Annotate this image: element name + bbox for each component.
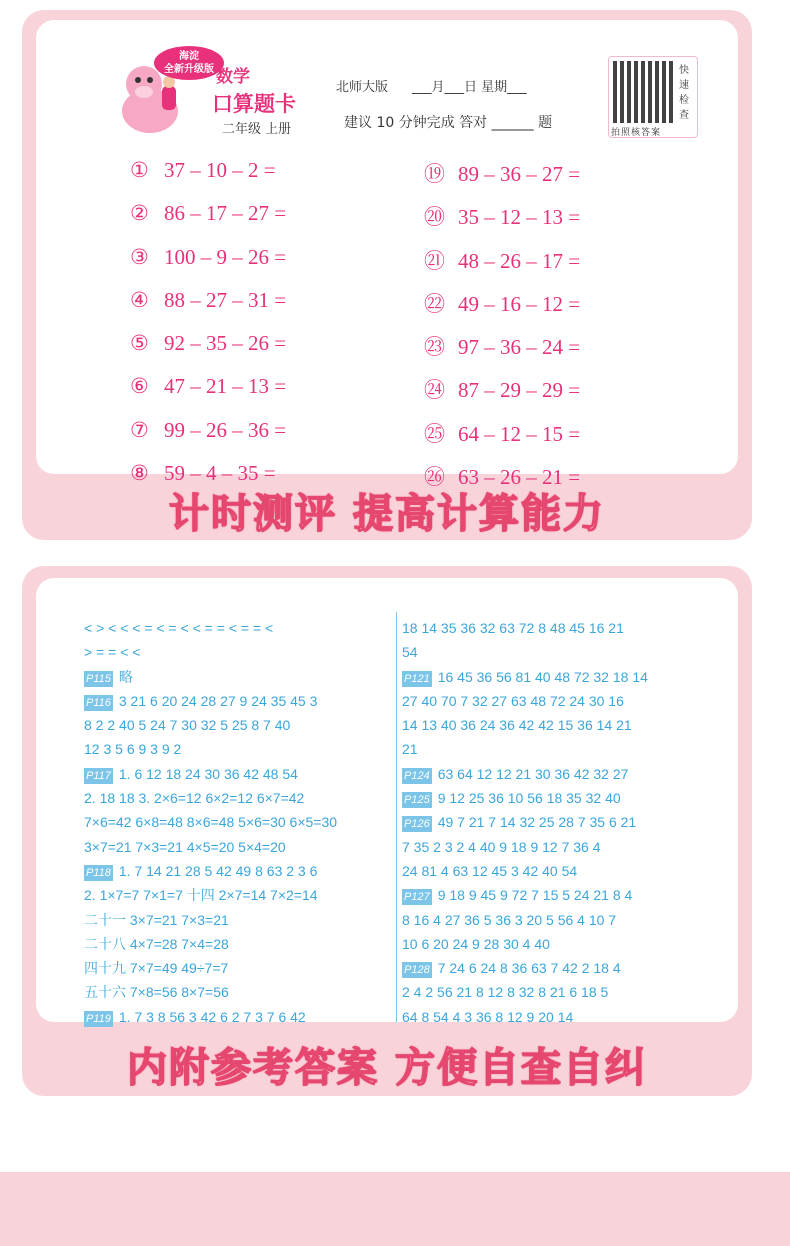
answer-line xyxy=(84,908,400,932)
answer-text: 9 18 9 45 9 72 7 15 5 24 21 8 4 xyxy=(437,887,633,904)
page-tag-icon: P119 xyxy=(86,1012,111,1025)
answer-line xyxy=(402,1005,716,1029)
answer-line xyxy=(402,665,716,689)
problem-item xyxy=(424,245,580,288)
problem-item xyxy=(424,288,580,331)
problem-number: ⑦ xyxy=(130,417,149,442)
answer-line xyxy=(84,616,400,640)
page-tag-icon: P124 xyxy=(404,769,430,782)
edition-label: 北师大版 xyxy=(336,80,389,95)
answer-text: 18 14 35 36 32 63 72 8 48 45 16 21 xyxy=(402,620,624,636)
answer-line xyxy=(84,810,400,834)
answer-text: 2 4 2 56 21 8 12 8 32 8 21 6 18 5 xyxy=(402,984,609,1001)
problem-expression: 97 – 36 – 24 = xyxy=(458,335,581,360)
answer-line xyxy=(402,859,716,883)
answer-line xyxy=(402,980,716,1004)
answer-line xyxy=(402,810,716,834)
answer-line xyxy=(402,762,716,786)
problem-expression: 87 – 29 – 29 = xyxy=(458,378,581,403)
problem-item xyxy=(424,201,580,244)
problem-number: ㉑ xyxy=(424,248,445,273)
answer-line xyxy=(402,689,716,713)
problem-item xyxy=(130,374,286,417)
problem-number: ㉕ xyxy=(424,421,445,446)
answer-line xyxy=(402,640,716,664)
answer-text: 7 35 2 3 2 4 40 9 18 9 12 7 36 4 xyxy=(402,838,601,855)
problem-number: ④ xyxy=(130,287,149,312)
answer-line xyxy=(402,956,716,980)
qr-code-icon xyxy=(613,61,675,123)
answer-text: 64 8 54 4 3 36 8 12 9 20 14 xyxy=(402,1008,574,1025)
page-tag-icon: P125 xyxy=(404,794,430,807)
answer-text: 二十一 3×7=21 7×3=21 xyxy=(84,911,229,928)
grade-label: 二年级 上册 xyxy=(222,122,292,137)
problem-number: ㉖ xyxy=(424,465,445,490)
answer-text: 3×7=21 7×3=21 4×5=20 5×4=20 xyxy=(84,838,286,855)
answer-text: 7 24 6 24 8 36 63 7 42 2 18 4 xyxy=(437,960,621,977)
answer-line xyxy=(84,859,400,883)
page-tag-icon: P128 xyxy=(404,964,430,977)
subject-title: 数学 xyxy=(216,67,250,87)
problem-number: ③ xyxy=(130,244,149,269)
page-tag-icon: P126 xyxy=(404,818,430,831)
answer-text: 8 2 2 40 5 24 7 30 32 5 25 8 7 40 xyxy=(84,717,291,734)
problem-expression: 63 – 26 – 21 = xyxy=(458,465,581,490)
answer-card xyxy=(22,566,752,1096)
problem-number: ⑤ xyxy=(130,331,149,356)
problem-item xyxy=(424,331,580,374)
answer-line xyxy=(402,713,716,737)
answer-panel xyxy=(36,578,738,1025)
answer-text: 1. 7 3 8 56 3 42 6 2 7 3 7 6 42 xyxy=(118,1008,306,1025)
problem-list-right xyxy=(424,158,580,504)
page-tag-icon: P118 xyxy=(86,866,111,879)
problem-expression: 86 – 17 – 27 = xyxy=(164,201,287,226)
top-slogan: 计时测评 提高计算能力 xyxy=(169,491,605,537)
qr-code-block xyxy=(608,56,698,138)
problem-item xyxy=(424,158,580,201)
answer-line xyxy=(84,883,400,907)
answer-line xyxy=(84,713,400,737)
bottom-slogan: 内附参考答案 方便自查自纠 xyxy=(127,1045,647,1091)
answer-line xyxy=(402,908,716,932)
problem-expression: 47 – 21 – 13 = xyxy=(164,374,287,399)
page-tag-icon: P127 xyxy=(404,891,430,904)
problem-item xyxy=(130,331,286,374)
problem-expression: 64 – 12 – 15 = xyxy=(458,421,581,446)
problem-expression: 59 – 4 – 35 = xyxy=(164,461,276,486)
page-tag-icon: P116 xyxy=(86,696,111,709)
answer-line xyxy=(402,616,716,640)
answer-line xyxy=(84,762,400,786)
edition-badge xyxy=(154,46,224,80)
answer-text: 9 12 25 36 10 56 18 35 32 40 xyxy=(437,790,621,807)
answer-line xyxy=(402,786,716,810)
page-tag-icon: P121 xyxy=(404,672,430,685)
answer-line xyxy=(84,786,400,810)
badge-line-1: 海淀 xyxy=(179,51,199,62)
answer-text: 3 21 6 20 24 28 27 9 24 35 45 3 xyxy=(118,692,318,709)
problem-item xyxy=(424,418,580,461)
answer-text: 24 81 4 63 12 45 3 42 40 54 xyxy=(402,862,578,879)
problem-expression: 99 – 26 – 36 = xyxy=(164,417,287,442)
answer-line xyxy=(402,737,716,761)
answer-text: 10 6 20 24 9 28 30 4 40 xyxy=(402,935,550,952)
problem-expression: 48 – 26 – 17 = xyxy=(458,248,581,273)
problem-number: ㉓ xyxy=(424,335,445,360)
answer-text: < > < < < = < = < < = = < = = < xyxy=(84,620,274,636)
problem-number: ㉒ xyxy=(424,291,445,316)
problem-number: ① xyxy=(130,158,149,182)
problem-item xyxy=(130,245,286,288)
problem-item xyxy=(130,201,286,244)
answer-text: 63 64 12 12 21 30 36 42 32 27 xyxy=(437,765,629,782)
problem-item xyxy=(130,288,286,331)
answer-line xyxy=(84,932,400,956)
answer-text: 14 13 40 36 24 36 42 42 15 36 14 21 xyxy=(402,717,632,734)
answer-text: > = = < < xyxy=(84,644,141,661)
answer-column-right xyxy=(402,616,716,1029)
problem-expression: 49 – 16 – 12 = xyxy=(458,291,581,316)
qr-side-text: 快速检查 xyxy=(679,65,689,121)
problem-expression: 88 – 27 – 31 = xyxy=(164,287,287,312)
problem-item xyxy=(130,418,286,461)
answer-line xyxy=(84,956,400,980)
answer-line xyxy=(402,835,716,859)
answer-line xyxy=(84,1005,400,1029)
problem-number: ⑧ xyxy=(130,461,149,486)
answer-text: 略 xyxy=(118,668,133,685)
problem-number: ② xyxy=(130,201,149,226)
answer-text: 2. 18 18 3. 2×6=12 6×2=12 6×7=42 xyxy=(84,790,305,807)
answer-text: 2. 1×7=7 7×1=7 十四 2×7=14 7×2=14 xyxy=(84,887,318,904)
answer-text: 二十八 4×7=28 7×4=28 xyxy=(84,935,229,952)
answer-text: 四十九 7×7=49 49÷7=7 xyxy=(84,960,229,977)
page-tag-icon: P115 xyxy=(86,672,111,685)
answer-line xyxy=(402,932,716,956)
column-divider xyxy=(396,612,397,1022)
answer-text: 7×6=42 6×8=48 8×6=48 5×6=30 6×5=30 xyxy=(84,814,338,831)
problem-list-left xyxy=(130,158,286,504)
answer-text: 五十六 7×8=56 8×7=56 xyxy=(84,984,229,1001)
answer-line xyxy=(84,689,400,713)
date-line: ___月___日 星期___ xyxy=(412,80,527,95)
bottom-pink-strip xyxy=(0,1172,790,1246)
answer-line xyxy=(84,980,400,1004)
problem-number: ⑲ xyxy=(424,162,445,186)
page-tag-icon: P117 xyxy=(86,769,111,782)
problem-number: ⑳ xyxy=(424,205,445,230)
answer-text: 12 3 5 6 9 3 9 2 xyxy=(84,741,182,758)
answer-text: 21 xyxy=(402,741,418,758)
answer-text: 27 40 70 7 32 27 63 48 72 24 30 16 xyxy=(402,692,624,709)
answer-line xyxy=(84,640,400,664)
problem-number: ㉔ xyxy=(424,378,445,403)
answer-text: 54 xyxy=(402,644,418,661)
problem-number: ⑥ xyxy=(130,374,149,399)
answer-text: 1. 6 12 18 24 30 36 42 48 54 xyxy=(118,765,298,782)
book-title: 口算题卡 xyxy=(212,92,296,116)
answer-column-left xyxy=(84,616,400,1029)
problem-expression: 89 – 36 – 27 = xyxy=(458,162,581,186)
answer-text: 1. 7 14 21 28 5 42 49 8 63 2 3 6 xyxy=(118,862,318,879)
suggest-line: 建议 10 分钟完成 答对 ______ 题 xyxy=(344,115,553,131)
problem-item xyxy=(424,374,580,417)
problem-expression: 100 – 9 – 26 = xyxy=(164,244,287,269)
exercise-card xyxy=(22,10,752,540)
answer-text: 8 16 4 27 36 5 36 3 20 5 56 4 10 7 xyxy=(402,911,617,928)
badge-line-2: 全新升级版 xyxy=(164,64,214,75)
problem-item xyxy=(130,158,286,201)
exercise-panel xyxy=(36,20,738,490)
answer-text: 16 45 36 56 81 40 48 72 32 18 14 xyxy=(437,668,648,685)
answer-line xyxy=(84,665,400,689)
answer-text: 49 7 21 7 14 32 25 28 7 35 6 21 xyxy=(437,814,637,831)
problem-expression: 37 – 10 – 2 = xyxy=(164,158,276,182)
answer-line xyxy=(84,835,400,859)
answer-line xyxy=(402,883,716,907)
problem-expression: 35 – 12 – 13 = xyxy=(458,205,581,230)
qr-foot-text: 拍照核答案 xyxy=(611,128,662,138)
problem-expression: 92 – 35 – 26 = xyxy=(164,331,287,356)
answer-line xyxy=(84,737,400,761)
